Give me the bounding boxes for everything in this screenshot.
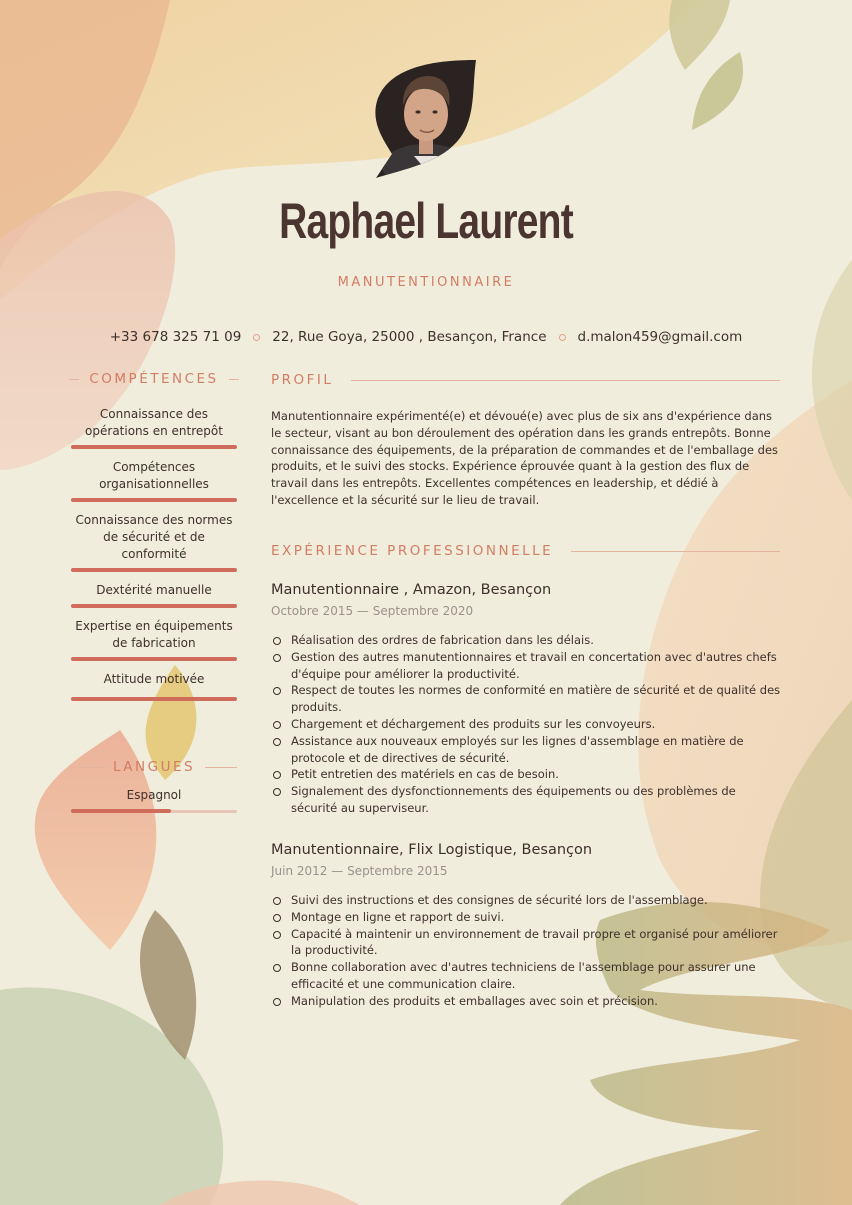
bullet-item: Montage en ligne et rapport de suivi. — [271, 909, 783, 926]
skill-label: Connaissance des opérations en entrepôt — [85, 407, 223, 438]
skill-item — [71, 512, 237, 572]
bullet-item: Bonne collaboration avec d'autres techniciens de l'assemblage pour assurer une efficacité et une communication claire. — [271, 959, 783, 993]
skill-bar — [71, 697, 237, 701]
skills-heading — [71, 371, 237, 387]
profile-photo — [372, 58, 478, 180]
heading-rule — [351, 380, 780, 381]
skill-bar — [71, 445, 237, 449]
bullet-item: Respect de toutes les normes de conformité en matière de sécurité et de qualité des produits. — [271, 682, 783, 716]
languages-heading-text: LANGUES — [112, 759, 196, 775]
skill-bar — [71, 604, 237, 608]
skill-bar — [71, 657, 237, 661]
skill-item — [71, 459, 237, 502]
heading-rule — [229, 379, 239, 380]
experience-entry — [271, 582, 783, 817]
experience-dates: Octobre 2015 — Septembre 2020 — [271, 604, 474, 618]
bullet-item: Réalisation des ordres de fabrication dans les délais. — [271, 632, 783, 649]
experience-title: Manutentionnaire , Amazon, Besançon — [271, 582, 552, 598]
experience-heading-text: EXPÉRIENCE PROFESSIONNELLE — [271, 543, 554, 559]
bullet-item: Signalement des dysfonctionnements des équipements ou des problèmes de sécurité au superviseur. — [271, 783, 783, 817]
job-title: MANUTENTIONNAIRE — [337, 275, 515, 290]
language-level-fill — [71, 809, 171, 813]
skill-bar — [71, 568, 237, 572]
skill-label: Expertise en équipements de fabrication — [75, 619, 233, 650]
bullet-item: Assistance aux nouveaux employés sur les lignes d'assemblage en matière de protocole et de directives de sécurité. — [271, 733, 783, 767]
skill-item — [71, 618, 237, 661]
bullet-item: Petit entretien des matériels en cas de besoin. — [271, 766, 783, 783]
contact-phone[interactable]: +33 678 325 71 09 — [109, 329, 242, 345]
skill-item — [71, 406, 237, 449]
skill-label: Dextérité manuelle — [96, 583, 212, 597]
language-item — [71, 787, 237, 813]
experience-bullets — [271, 632, 783, 817]
separator-dot-icon — [559, 334, 566, 341]
language-level-track — [71, 810, 237, 813]
skill-label: Connaissance des normes de sécurité et de conformité — [75, 513, 233, 561]
contact-address: 22, Rue Goya, 25000 , Besançon, France — [272, 329, 547, 345]
heading-rule — [69, 379, 79, 380]
bullet-item: Suivi des instructions et des consignes de sécurité lors de l'assemblage. — [271, 892, 783, 909]
skill-label: Attitude motivée — [103, 672, 205, 686]
experience-entry — [271, 842, 783, 1010]
experience-bullets — [271, 892, 783, 1010]
bullet-item: Chargement et déchargement des produits sur les convoyeurs. — [271, 716, 783, 733]
skill-label: Compétences organisationnelles — [99, 460, 209, 491]
bullet-item: Manipulation des produits et emballages avec soin et précision. — [271, 993, 783, 1010]
language-name: Espagnol — [126, 788, 182, 802]
languages-section — [71, 759, 237, 813]
separator-dot-icon — [253, 334, 260, 341]
bullet-item: Capacité à maintenir un environnement de travail propre et organisé pour améliorer la productivité. — [271, 926, 783, 960]
skill-item — [71, 671, 237, 701]
heading-rule — [571, 551, 780, 552]
skill-bar — [71, 498, 237, 502]
experience-dates: Juin 2012 — Septembre 2015 — [271, 864, 448, 878]
languages-heading — [71, 759, 237, 775]
heading-rule — [205, 767, 237, 768]
experience-title: Manutentionnaire, Flix Logistique, Besançon — [271, 842, 593, 858]
candidate-name: Raphael Laurent — [279, 193, 573, 249]
profile-text: Manutentionnaire expérimenté(e) et dévoué(e) avec plus de six ans d'expérience dans le secteur, visant au bon déroulement des opération dans les grands entrepôts. Bonne connaissance des équipements, de la préparation de commandes et de l'emballage des produits, et le suivi des stocks. Expérience éprouvée quant à la gestion des flux de travail dans les entrepôts. Excellentes compétences en leadership, et dédié à l'excellence et la sécurité sur le lieu de travail. — [271, 409, 779, 507]
contact-bar — [0, 329, 852, 345]
skills-section — [71, 371, 237, 701]
heading-rule — [71, 767, 103, 768]
contact-email[interactable]: d.malon459@gmail.com — [577, 329, 743, 345]
bullet-item: Gestion des autres manutentionnaires et travail en concertation avec d'autres chefs d'équipe pour améliorer la productivité. — [271, 649, 783, 683]
skills-heading-text: COMPÉTENCES — [89, 371, 219, 387]
profile-heading-text: PROFIL — [271, 372, 334, 388]
profile-heading — [271, 372, 780, 388]
skill-item — [71, 582, 237, 608]
experience-heading — [271, 543, 780, 559]
